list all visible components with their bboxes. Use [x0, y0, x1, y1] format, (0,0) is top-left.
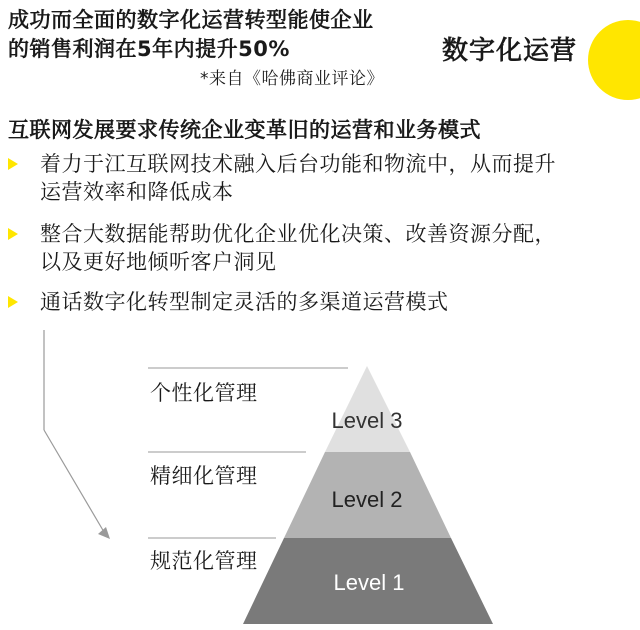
level-1-name: 规范化管理 — [150, 549, 258, 573]
subheading: 互联网发展要求传统企业变革旧的运营和业务模式 — [8, 118, 481, 142]
bullet-2-line-1: 整合大数据能帮助优化企业优化决策、改善资源分配， — [40, 222, 556, 246]
bullet-1-line-1: 着力于江互联网技术融入后台功能和物流中，从而提升 — [40, 152, 556, 176]
tier-2-label: Level 2 — [331, 487, 403, 512]
headline-line-1: 成功而全面的数字化运营转型能使企业 — [8, 8, 374, 32]
level-2-name: 精细化管理 — [150, 464, 258, 488]
tier-1-label: Level 1 — [333, 570, 405, 595]
bullet-2-line-2: 以及更好地倾听客户洞见 — [40, 250, 277, 274]
connector-line — [44, 430, 104, 532]
bullet-1-line-2: 运营效率和降低成本 — [40, 180, 234, 204]
headline-line-2: 的销售利润在5年内提升50% — [8, 37, 290, 61]
bullet-3-line-1: 通话数字化转型制定灵活的多渠道运营模式 — [40, 290, 449, 314]
section-title: 数字化运营 — [442, 36, 578, 66]
tier-3-label: Level 3 — [331, 408, 403, 433]
arrow-down-right-icon — [98, 527, 110, 539]
level-3-name: 个性化管理 — [150, 381, 258, 405]
source-note: *来自《哈佛商业评论》 — [200, 69, 384, 89]
